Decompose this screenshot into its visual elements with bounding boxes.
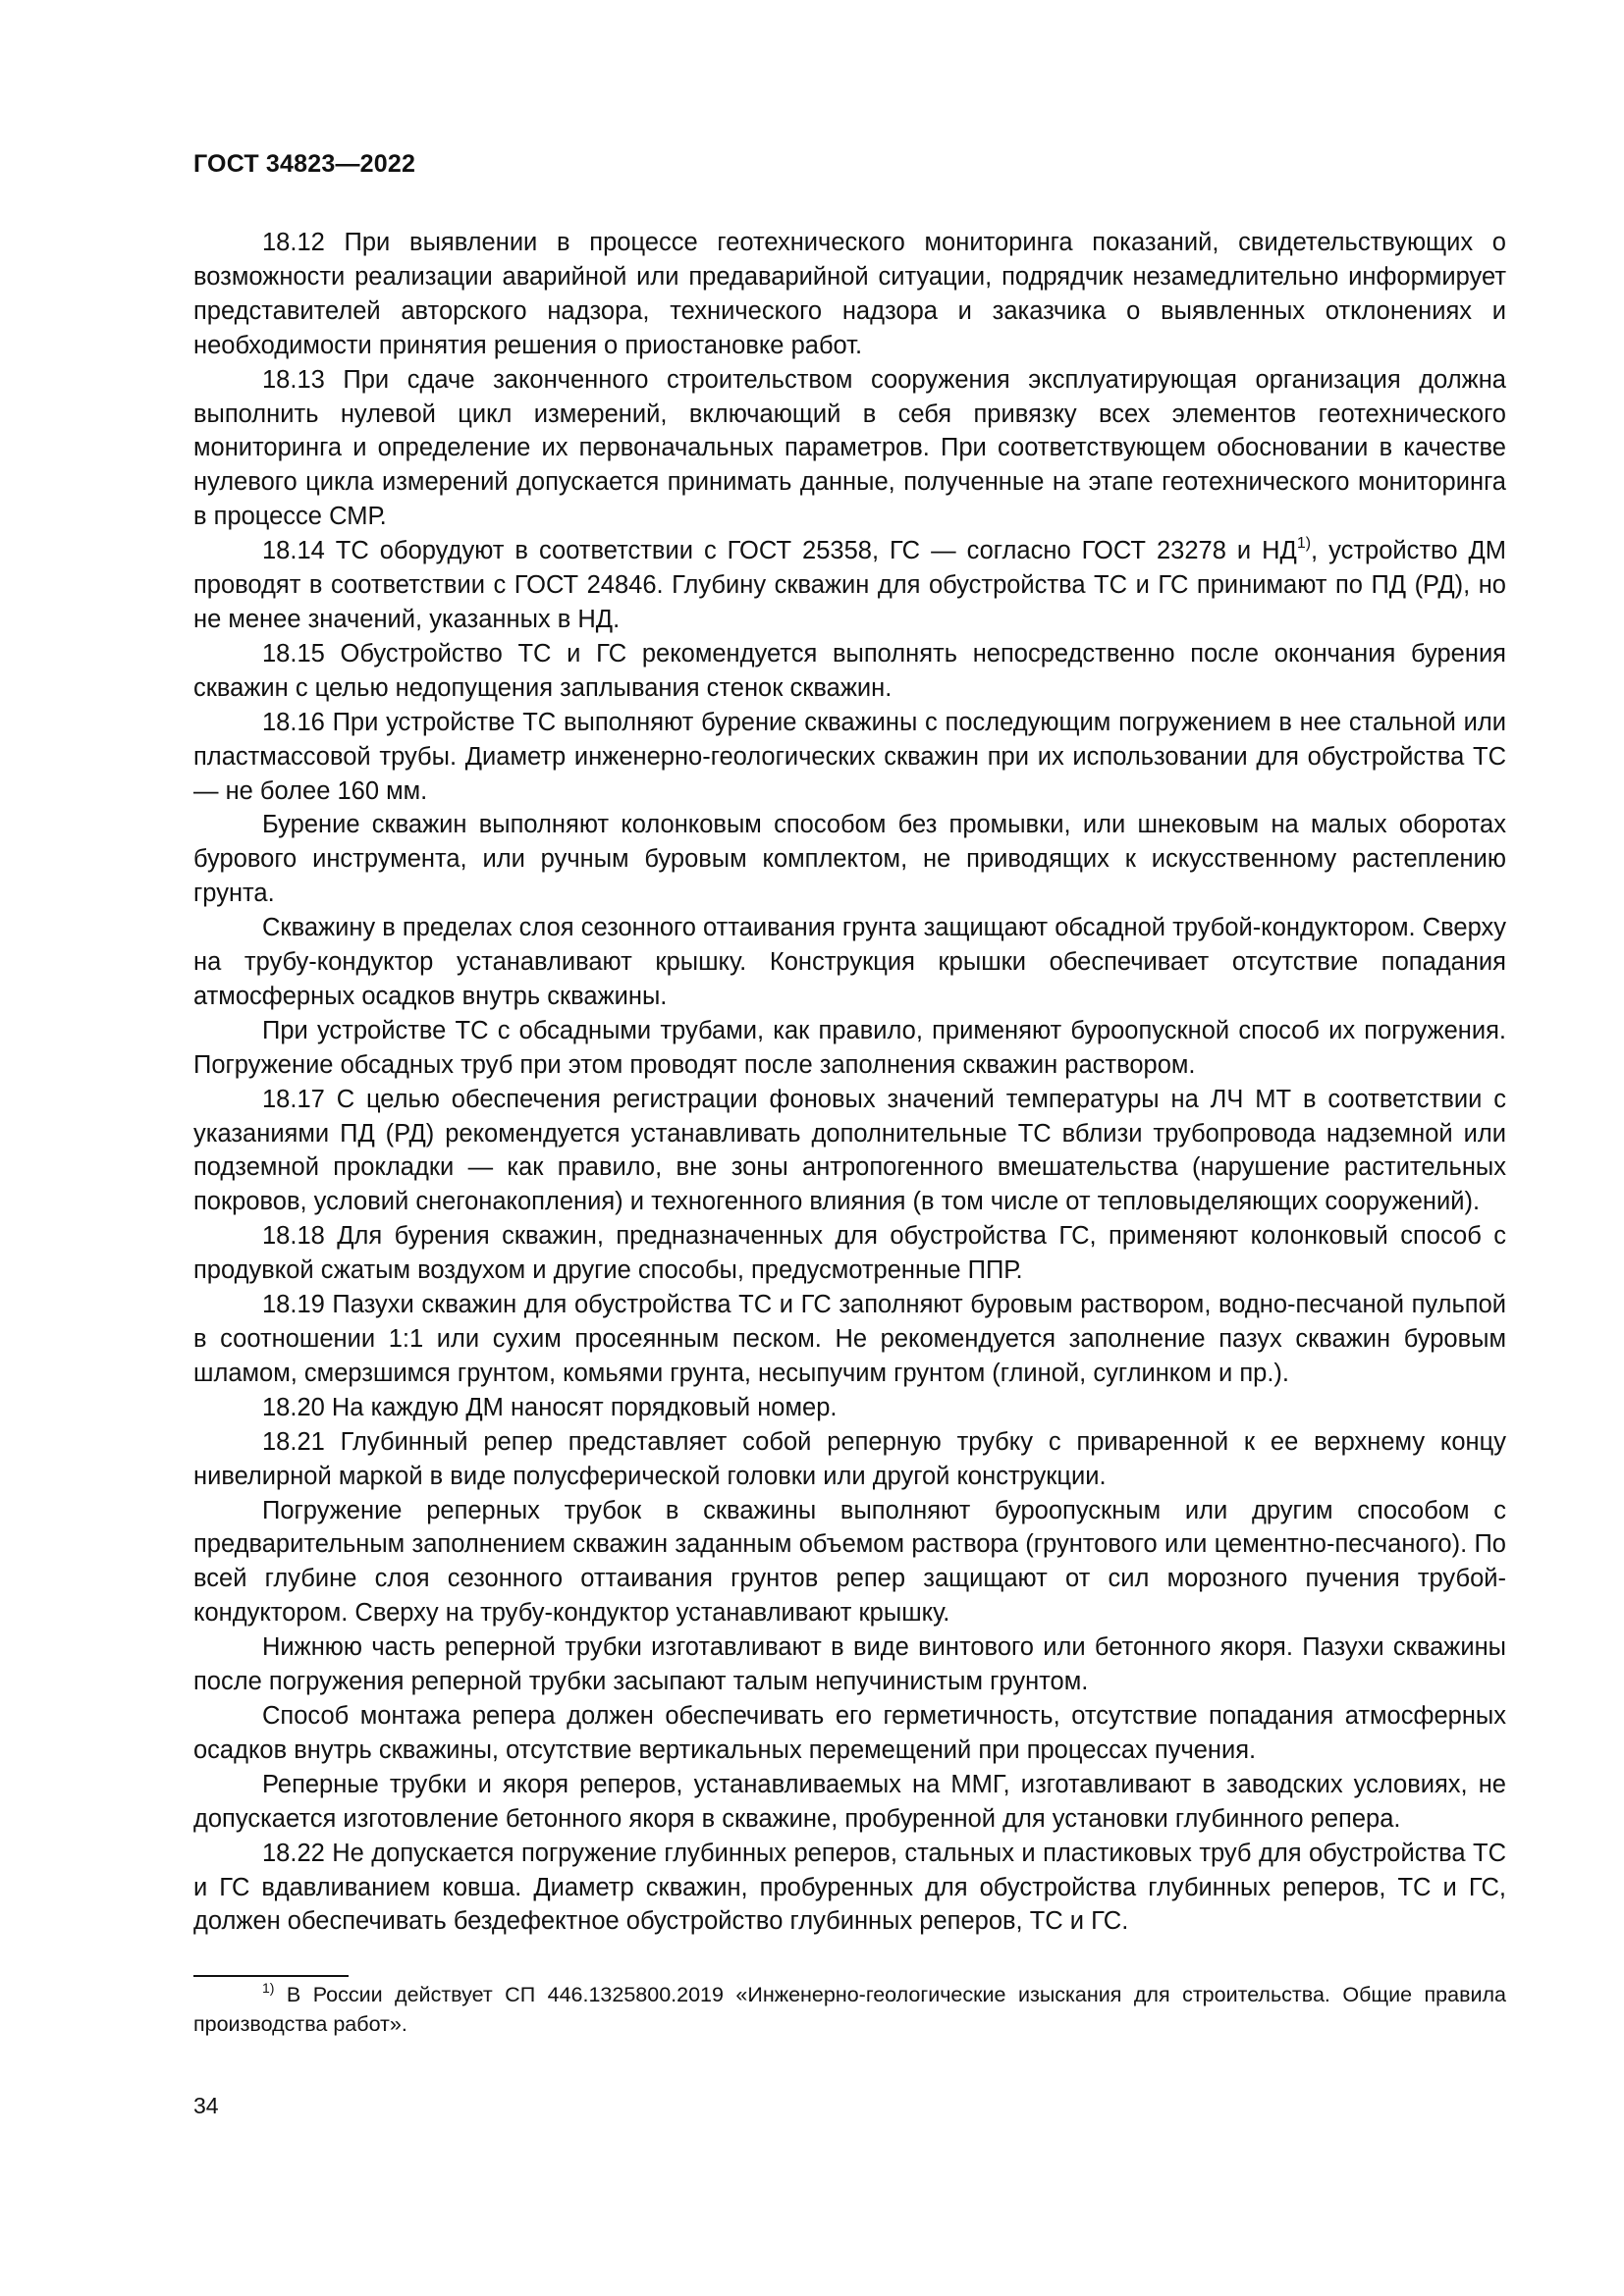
footnote xyxy=(193,1980,1506,2039)
paragraph-drilling: Бурение скважин выполняют колонковым способом без промывки, или шнековым на малых оборотах бурового инструмента, или ручным буровым комплектом, не приводящих к искусственному растеплению грунта. xyxy=(193,811,1506,908)
paragraph-18-12: 18.12 При выявлении в процессе геотехнического мониторинга показаний, свидетельствующих о возможности реализации аварийной или предаварийной ситуации, подрядчик незамедлительно информирует представителей авторского надзора, технического надзора и заказчика о выявленных отклонениях и необходимости принятия решения о приостановке работ. xyxy=(193,229,1506,359)
page-number: 34 xyxy=(193,2093,219,2118)
footnote-divider xyxy=(193,1975,349,1977)
paragraph-benchmark-anchor: Нижнюю часть реперной трубки изготавливают в виде винтового или бетонного якоря. Пазухи скважины после погружения реперной трубки засыпают талым непучинистым грунтом. xyxy=(193,1633,1506,1696)
paragraph-18-15: 18.15 Обустройство ТС и ГС рекомендуется выполнять непосредственно после окончания бурения скважин с целью недопущения заплывания стенок скважин. xyxy=(193,639,1506,702)
paragraph-18-14-rest: , устройство ДМ проводят в соответствии с ГОСТ 24846. Глубину скважин для обустройства ТС и ГС принимают по ПД (РД), но не менее значений, указанных в НД. xyxy=(193,537,1507,633)
paragraph-18-14-text: 18.14 ТС оборудуют в соответствии с ГОСТ 25358, ГС — согласно ГОСТ 23278 и НД xyxy=(262,537,1297,565)
paragraph-18-18: 18.18 Для бурения скважин, предназначенных для обустройства ГС, применяют колонковый способ с продувкой сжатым воздухом и другие способы, предусмотренные ППР. xyxy=(193,1222,1506,1285)
paragraph-benchmark-sealing: Способ монтажа репера должен обеспечивать его герметичность, отсутствие попадания атмосферных осадков внутрь скважины, отсутствие вертикальных перемещений при процессах пучения. xyxy=(193,1701,1506,1764)
paragraph-18-13: 18.13 При сдаче законченного строительством сооружения эксплуатирующая организация должна выполнить нулевой цикл измерений, включающий в себя привязку всех элементов геотехнического мониторинга и определение их первоначальных параметров. При соответствующем обосновании в качестве нулевого цикла измерений допускается принимать данные, полученные на этапе геотехнического мониторинга в процессе СМР. xyxy=(193,365,1506,531)
paragraph-benchmark-factory: Реперные трубки и якоря реперов, устанавливаемых на ММГ, изготавливают в заводских условиях, не допускается изготовление бетонного якоря в скважине, пробуренной для установки глубинного репера. xyxy=(193,1770,1506,1833)
document-header: ГОСТ 34823—2022 xyxy=(193,150,416,178)
paragraph-18-14 xyxy=(193,534,1506,637)
paragraph-18-21: 18.21 Глубинный репер представляет собой реперную трубку с приваренной к ее верхнему концу нивелирной маркой в виде полусферической головки или другой конструкции. xyxy=(193,1427,1506,1490)
paragraph-casing-method: При устройстве ТС с обсадными трубами, как правило, применяют буроопускной способ их погружения. Погружение обсадных труб при этом проводят после заполнения скважин раствором. xyxy=(193,1016,1506,1079)
paragraph-18-17: 18.17 С целью обеспечения регистрации фоновых значений температуры на ЛЧ МТ в соответствии с указаниями ПД (РД) рекомендуется устанавливать дополнительные ТС вблизи трубопровода надземной или подземной прокладки — как правило, вне зоны антропогенного вмешательства (нарушение растительных покровов, условий снегонакопления) и техногенного влияния (в том числе от тепловыделяющих сооружений). xyxy=(193,1085,1506,1216)
paragraph-18-20: 18.20 На каждую ДМ наносят порядковый номер. xyxy=(262,1393,838,1421)
paragraph-18-22: 18.22 Не допускается погружение глубинных реперов, стальных и пластиковых труб для обустройства ТС и ГС вдавливанием ковша. Диаметр скважин, пробуренных для обустройства глубинных реперов, ТС и ГС, должен обеспечивать бездефектное обустройство глубинных реперов, ТС и ГС. xyxy=(193,1839,1506,1936)
footnote-text: В России действует СП 446.1325800.2019 «Инженерно-геологические изыскания для строительства. Общие правила производства работ». xyxy=(193,1983,1506,2036)
paragraph-18-16: 18.16 При устройстве ТС выполняют бурение скважины с последующим погружением в нее стальной или пластмассовой трубы. Диаметр инженерно-геологических скважин при их использовании для обустройства ТС — не более 160 мм. xyxy=(193,708,1506,805)
paragraph-casing: Скважину в пределах слоя сезонного оттаивания грунта защищают обсадной трубой-кондуктором. Сверху на трубу-кондуктор устанавливают крышку. Конструкция крышки обеспечивает отсутствие попадания атмосферных осадков внутрь скважины. xyxy=(193,914,1506,1010)
footnote-ref: 1) xyxy=(1296,535,1312,553)
paragraph-18-19: 18.19 Пазухи скважин для обустройства ТС и ГС заполняют буровым раствором, водно-песчаной пульпой в соотношении 1:1 или сухим просеянным песком. Не рекомендуется заполнение пазух скважин буровым шламом, смерзшимся грунтом, комьями грунта, несыпучим грунтом (глиной, суглинком и пр.). xyxy=(193,1291,1506,1387)
document-body xyxy=(193,226,1506,1939)
footnote-marker: 1) xyxy=(262,1980,275,1996)
paragraph-benchmark-install: Погружение реперных трубок в скважины выполняют буроопускным или другим способом с предварительным заполнением скважин заданным объемом раствора (грунтового или цементно-песчаного). По всей глубине слоя сезонного оттаивания грунтов репер защищают от сил морозного пучения трубой-кондуктором. Сверху на трубу-кондуктор устанавливают крышку. xyxy=(193,1496,1506,1628)
